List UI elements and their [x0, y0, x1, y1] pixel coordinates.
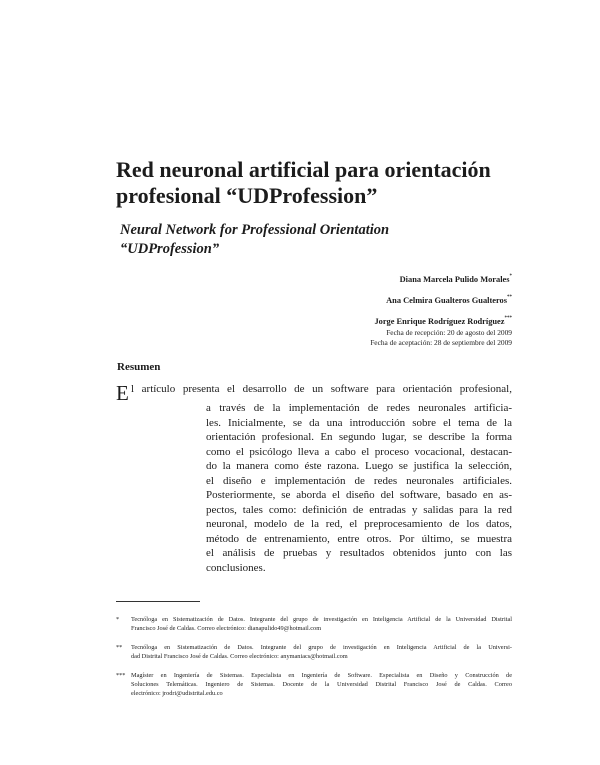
abstract-line: a través de la implementación de redes neuronales artificia-: [206, 402, 512, 414]
submission-dates: [370, 328, 512, 348]
footnote-line: Soluciones Telemáticas. Ingeniero de Sistemas. Docente de la Universidad Distrital Francisco José de Caldas. Correo: [131, 681, 512, 688]
author-list: [374, 268, 512, 331]
abstract-line: do la manera como éste razona. Luego se justifica la selección,: [206, 460, 512, 472]
article-subtitle-english: [120, 221, 540, 259]
abstract-line: neuronal, modelo de la red, el preprocesamiento de los datos,: [206, 518, 512, 530]
author: Diana Marcela Pulido Morales*: [399, 274, 512, 284]
footnote-line: Francisco José de Caldas. Correo electrónico: dianapulido49@hotmail.com: [131, 625, 322, 632]
abstract-line: el diseño e implementación de redes neuronales artificiales.: [206, 474, 512, 487]
title-line-2: profesional “UDProfession”: [116, 183, 378, 208]
abstract-line: como el psicólogo lleva a cabo el proceso vocacional, destacan-: [206, 445, 512, 458]
drop-cap: E: [116, 381, 129, 405]
author: Ana Celmira Gualteros Gualteros**: [386, 295, 512, 305]
abstract-line: Posteriormente, se aborda el diseño del software, basado en as-: [206, 489, 512, 501]
abstract-line: el análisis de pruebas y resultados obtenidos junto con las: [206, 547, 512, 559]
accepted-date: Fecha de aceptación: 28 de septiembre del 2009: [370, 338, 512, 347]
author-footnote-mark: **: [507, 295, 512, 300]
footnote-line: Tecnóloga en Sistematización de Datos. Integrante del grupo de investigación en Inteligencia Artificial de la Universi-: [131, 644, 512, 651]
footnote-mark: **: [116, 644, 123, 651]
footnote-line: Magíster en Ingeniería de Sistemas. Especialista en Ingeniería de Software. Especialista en Diseño y Construcción de: [131, 672, 512, 679]
received-date: Fecha de recepción: 20 de agosto del 2009: [386, 328, 512, 337]
footnote-mark: *: [116, 616, 120, 623]
subtitle-line-2: “UDProfession”: [120, 241, 220, 257]
footnote-separator: [116, 601, 200, 602]
subtitle-line-1: Neural Network for Professional Orientation: [120, 222, 390, 238]
abstract-line: pectos, tales como: definición de entradas y salidas para la red: [206, 503, 512, 516]
author-footnote-mark: ***: [504, 316, 512, 321]
author: Jorge Enrique Rodríguez Rodríguez***: [374, 316, 512, 326]
author-footnote-mark: *: [509, 274, 512, 279]
footnote-mark: ***: [116, 672, 126, 679]
article-title: [116, 157, 536, 209]
abstract-line: método de entrenamiento, entre otros. Por último, se muestra: [206, 532, 512, 545]
footnote-line: Tecnóloga en Sistematización de Datos. Integrante del grupo de investigación en Inteligencia Artificial de la Universidad Distrital: [131, 616, 512, 623]
abstract-line: orientación profesional. En segundo lugar, se describe la forma: [206, 431, 512, 443]
abstract-heading: Resumen: [117, 361, 161, 373]
footnote-line: dad Distrital Francisco José de Caldas. Correo electrónico: anymaniacs@hotmail.com: [131, 653, 348, 660]
abstract-line: les. Inicialmente, se da una introducción sobre el tema de la: [206, 416, 512, 429]
abstract-line: l artículo presenta el desarrollo de un software para orientación profesional,: [131, 383, 512, 395]
abstract-line: conclusiones.: [206, 561, 266, 574]
footnote-line: electrónico: jrodri@udistrital.edu.co: [131, 690, 223, 697]
title-line-1: Red neuronal artificial para orientación: [116, 157, 491, 182]
